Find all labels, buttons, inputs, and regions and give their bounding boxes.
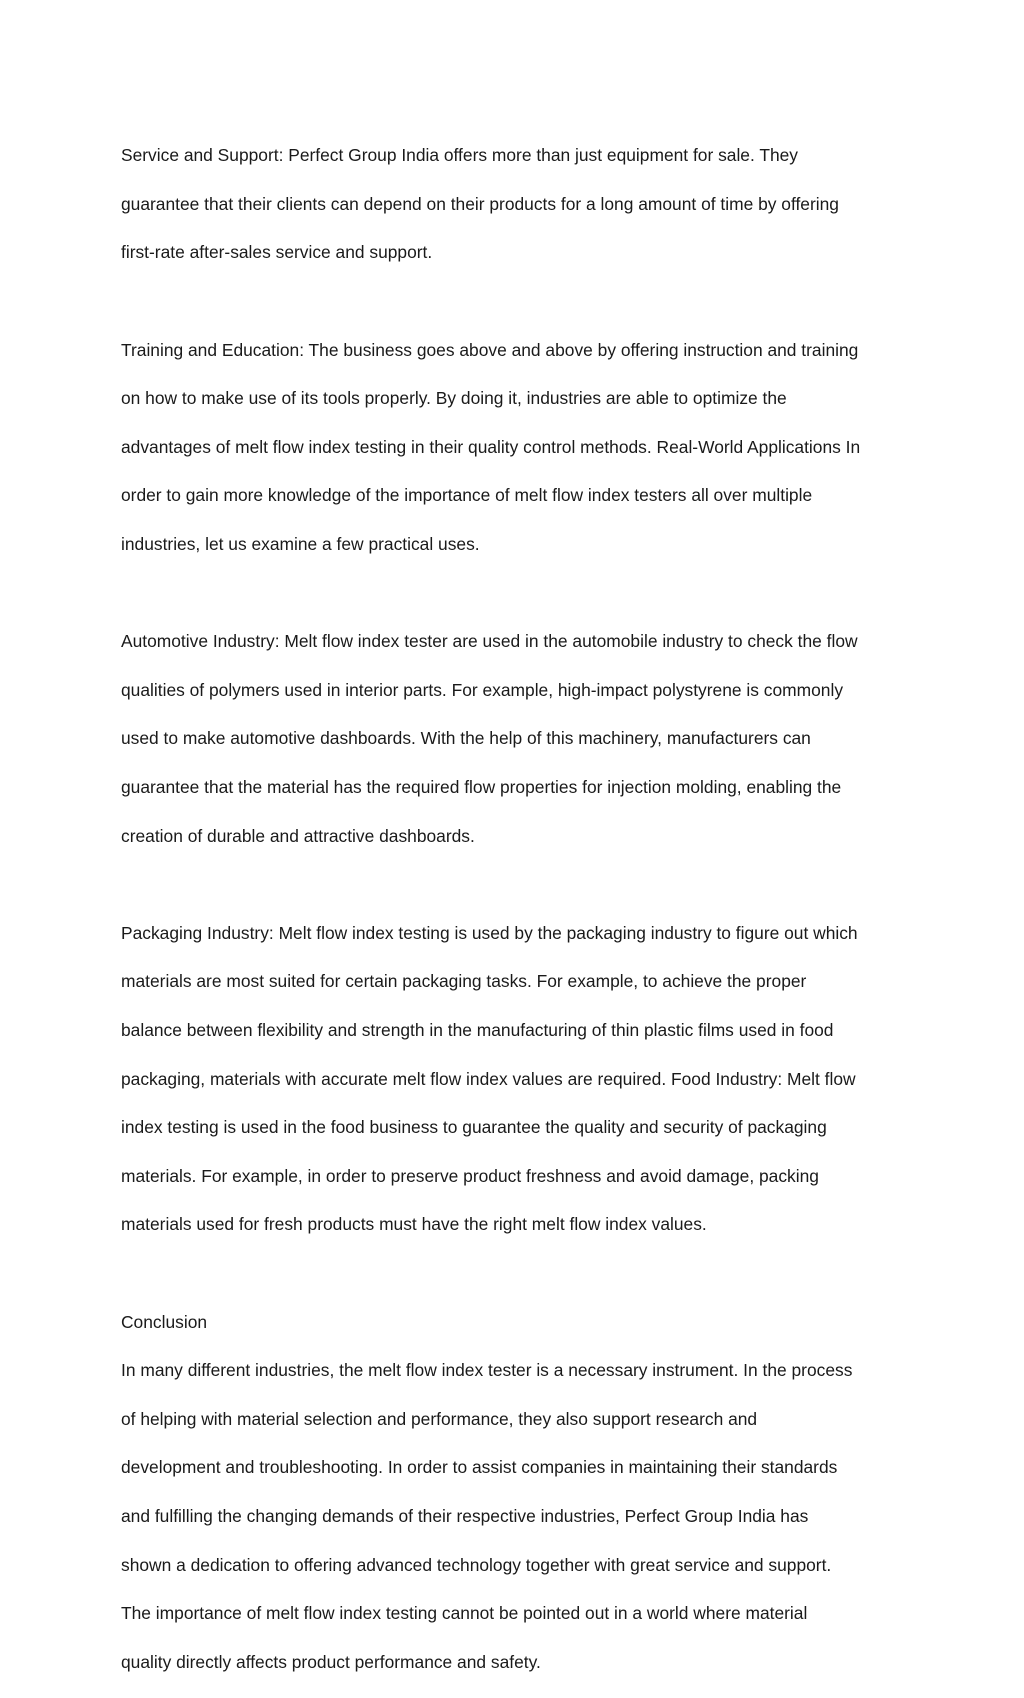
text-line: on how to make use of its tools properly. By doing it, industries are able to optimize the: [121, 388, 787, 409]
paragraph-service-and-support: [121, 119, 911, 289]
text-line: qualities of polymers used in interior parts. For example, high-impact polystyrene is commonly: [121, 679, 844, 700]
paragraph-conclusion: [121, 1285, 911, 1698]
text-line: guarantee that the material has the required flow properties for injection molding, enabling the: [121, 777, 842, 798]
paragraph-training-and-education: [121, 313, 911, 580]
text-line: industries, let us examine a few practical uses.: [121, 534, 480, 555]
text-line: creation of durable and attractive dashboards.: [121, 825, 475, 846]
paragraph-automotive-industry: [121, 605, 911, 872]
text-line: materials used for fresh products must have the right melt flow index values.: [121, 1214, 707, 1235]
text-line: used to make automotive dashboards. With the help of this machinery, manufacturers can: [121, 728, 811, 749]
text-line: first-rate after-sales service and support.: [121, 242, 433, 263]
paragraph-packaging-industry: [121, 897, 911, 1261]
text-line: Training and Education: The business goes above and above by offering instruction and training: [121, 339, 859, 360]
text-line: of helping with material selection and performance, they also support research and: [121, 1408, 758, 1429]
text-line: quality directly affects product performance and safety.: [121, 1651, 541, 1672]
text-line: index testing is used in the food business to guarantee the quality and security of packaging: [121, 1117, 827, 1138]
text-line: shown a dedication to offering advanced technology together with great service and support.: [121, 1554, 832, 1575]
document-page: [121, 119, 911, 1698]
text-line: Service and Support: Perfect Group India offers more than just equipment for sale. They: [121, 145, 798, 166]
text-line: guarantee that their clients can depend on their products for a long amount of time by offering: [121, 193, 839, 214]
text-line: packaging, materials with accurate melt flow index values are required. Food Industry: Melt flow: [121, 1068, 856, 1089]
text-line: In many different industries, the melt flow index tester is a necessary instrument. In the process: [121, 1360, 853, 1381]
text-line: Automotive Industry: Melt flow index tester are used in the automobile industry to check the flow: [121, 631, 858, 652]
text-line: materials. For example, in order to preserve product freshness and avoid damage, packing: [121, 1165, 819, 1186]
text-line: development and troubleshooting. In order to assist companies in maintaining their standards: [121, 1457, 838, 1478]
text-line: materials are most suited for certain packaging tasks. For example, to achieve the proper: [121, 971, 807, 992]
text-line: order to gain more knowledge of the importance of melt flow index testers all over multiple: [121, 485, 813, 506]
text-line: balance between flexibility and strength in the manufacturing of thin plastic films used in food: [121, 1019, 834, 1040]
text-line: The importance of melt flow index testing cannot be pointed out in a world where material: [121, 1603, 808, 1624]
text-line: Packaging Industry: Melt flow index testing is used by the packaging industry to figure out which: [121, 922, 858, 943]
text-line: advantages of melt flow index testing in their quality control methods. Real-World Applications In: [121, 436, 861, 457]
text-line: and fulfilling the changing demands of their respective industries, Perfect Group India has: [121, 1505, 809, 1526]
conclusion-heading: Conclusion: [121, 1311, 208, 1332]
